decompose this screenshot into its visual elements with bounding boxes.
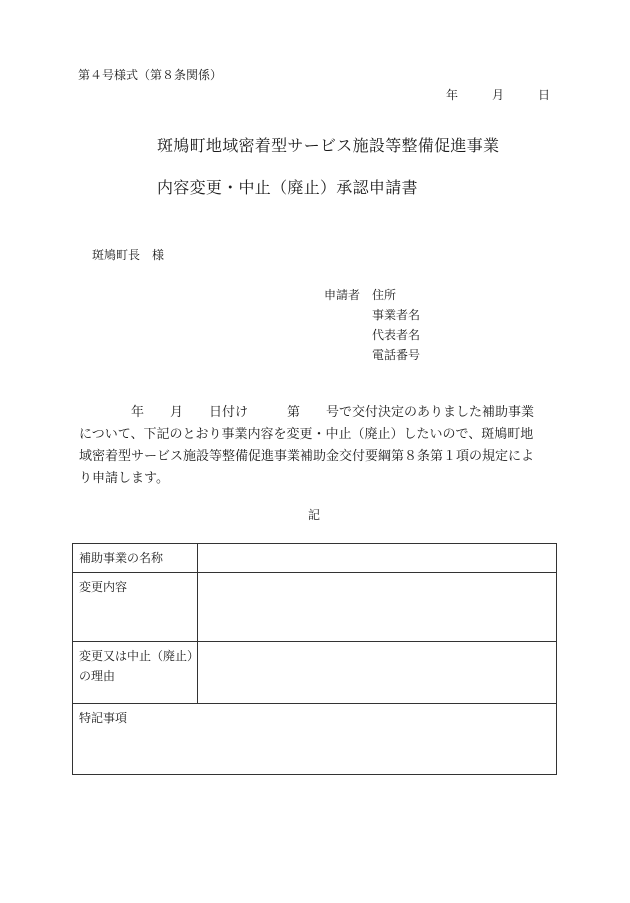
application-body-text bbox=[79, 402, 579, 490]
ki-heading: 記 bbox=[308, 508, 321, 522]
applicant-label: 申請者 bbox=[324, 288, 361, 302]
body-line-2: について、下記のとおり事業内容を変更・中止（廃止）したいので、斑鳩町地 bbox=[79, 427, 534, 442]
date-day-label: 日 bbox=[538, 88, 551, 102]
applicant-business-name-label: 事業者名 bbox=[372, 308, 421, 322]
addressee: 斑鳩町長 様 bbox=[92, 248, 165, 262]
document-title-line1: 斑鳩町地域密着型サービス施設等整備促進事業 bbox=[157, 136, 500, 155]
reason-label bbox=[73, 642, 198, 704]
date-line bbox=[446, 86, 550, 103]
special-notes-label: 特記事項 bbox=[79, 711, 128, 725]
reason-field[interactable] bbox=[198, 642, 557, 704]
date-month-label: 月 bbox=[492, 88, 505, 102]
applicant-representative-label: 代表者名 bbox=[372, 328, 421, 342]
applicant-address-label: 住所 bbox=[372, 288, 397, 302]
special-notes-field[interactable] bbox=[73, 704, 557, 775]
change-content-field[interactable] bbox=[198, 573, 557, 642]
body-line-1: 年 月 日付け 第 号で交付決定のありました補助事業 bbox=[79, 405, 535, 420]
body-line-3: 域密着型サービス施設等整備促進事業補助金交付要綱第８条第１項の規定によ bbox=[79, 449, 535, 464]
table-row-change-content bbox=[73, 573, 557, 642]
applicant-phone-label: 電話番号 bbox=[372, 348, 421, 362]
table-row-reason bbox=[73, 642, 557, 704]
reason-label-line2: の理由 bbox=[79, 669, 116, 683]
change-content-label: 変更内容 bbox=[73, 573, 198, 642]
application-form-table bbox=[72, 543, 557, 775]
project-name-label: 補助事業の名称 bbox=[73, 544, 198, 573]
table-row-special-notes bbox=[73, 704, 557, 775]
document-title-line2: 内容変更・中止（廃止）承認申請書 bbox=[157, 178, 418, 197]
body-line-4: り申請します。 bbox=[79, 471, 169, 486]
date-year-label: 年 bbox=[446, 88, 459, 102]
project-name-field[interactable] bbox=[198, 544, 557, 573]
reason-label-line1: 変更又は中止（廃止） bbox=[79, 649, 200, 663]
form-number: 第４号様式（第８条関係） bbox=[78, 68, 223, 82]
table-row-project-name bbox=[73, 544, 557, 573]
